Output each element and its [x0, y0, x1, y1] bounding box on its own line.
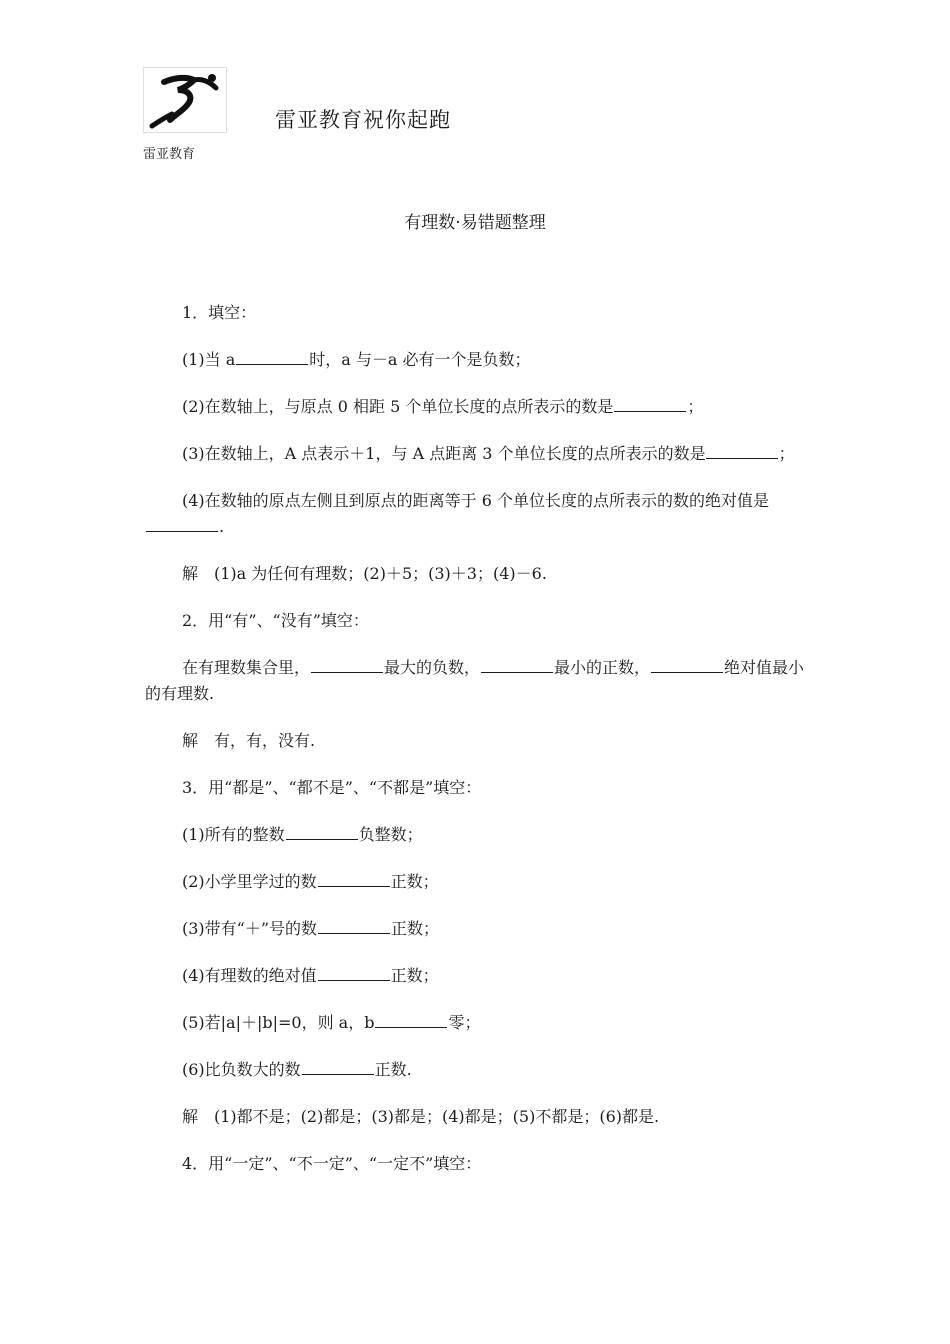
q3-stem: 3．用“都是”、“都不是”、“不都是”填空：: [182, 778, 482, 797]
q2-answer: 解 有，有，没有.: [182, 731, 316, 750]
q2-line: 在有理数集合里， 最大的负数， 最小的正数， 绝对值最小的有理数.: [145, 658, 805, 703]
q1-item-3: (3)在数轴上，A 点表示＋1，与 A 点距离 3 个单位长度的点所表示的数是 ；: [182, 444, 795, 463]
q1-item-4: (4)在数轴的原点左侧且到原点的距离等于 6 个单位长度的点所表示的数的绝对值是.: [145, 488, 805, 540]
answer-blank: [236, 363, 308, 365]
answer-blank: [651, 671, 723, 673]
answer-blank: [481, 671, 553, 673]
answer-blank: [375, 1026, 447, 1028]
answer-blank: [311, 671, 383, 673]
q2-stem: 2．用“有”、“没有”填空：: [182, 611, 369, 630]
q3-item-1: (1)所有的整数 负整数；: [182, 825, 423, 844]
q3-item-2: (2)小学里学过的数 正数；: [182, 872, 439, 891]
logo: [143, 67, 227, 133]
document-body: [145, 300, 805, 1198]
document-title: 有理数·易错题整理: [404, 213, 546, 233]
answer-blank: [286, 838, 358, 840]
answer-blank: [706, 457, 778, 459]
q3-item-4: (4)有理数的绝对值 正数；: [182, 966, 439, 985]
q1-item-1: (1)当 a 时，a 与－a 必有一个是负数；: [182, 350, 531, 369]
answer-blank: [146, 530, 218, 532]
q1-stem: 1．填空：: [182, 303, 257, 322]
logo-caption: 雷亚教育: [143, 147, 196, 162]
q3-answer: 解 (1)都不是；(2)都是；(3)都是；(4)都是；(5)不都是；(6)都是.: [182, 1107, 660, 1126]
answer-blank: [318, 885, 390, 887]
q1-answer: 解 (1)a 为任何有理数；(2)＋5；(3)＋3；(4)－6.: [182, 564, 547, 583]
answer-blank: [318, 932, 390, 934]
q3-item-3: (3)带有“＋”号的数 正数；: [182, 919, 440, 938]
q1-item-2: (2)在数轴上，与原点 0 相距 5 个单位长度的点所表示的数是 ；: [182, 397, 704, 416]
q4-stem: 4．用“一定”、“不一定”、“一定不”填空：: [182, 1154, 482, 1173]
answer-blank: [614, 410, 686, 412]
answer-blank: [318, 979, 390, 981]
runner-logo-icon: [144, 68, 226, 132]
answer-blank: [302, 1073, 374, 1075]
q3-item-6: (6)比负数大的数 正数.: [182, 1060, 412, 1079]
q3-item-5: (5)若|a|＋|b|=0，则 a，b 零；: [182, 1013, 481, 1032]
header-slogan: 雷亚教育祝你起跑: [275, 108, 451, 132]
